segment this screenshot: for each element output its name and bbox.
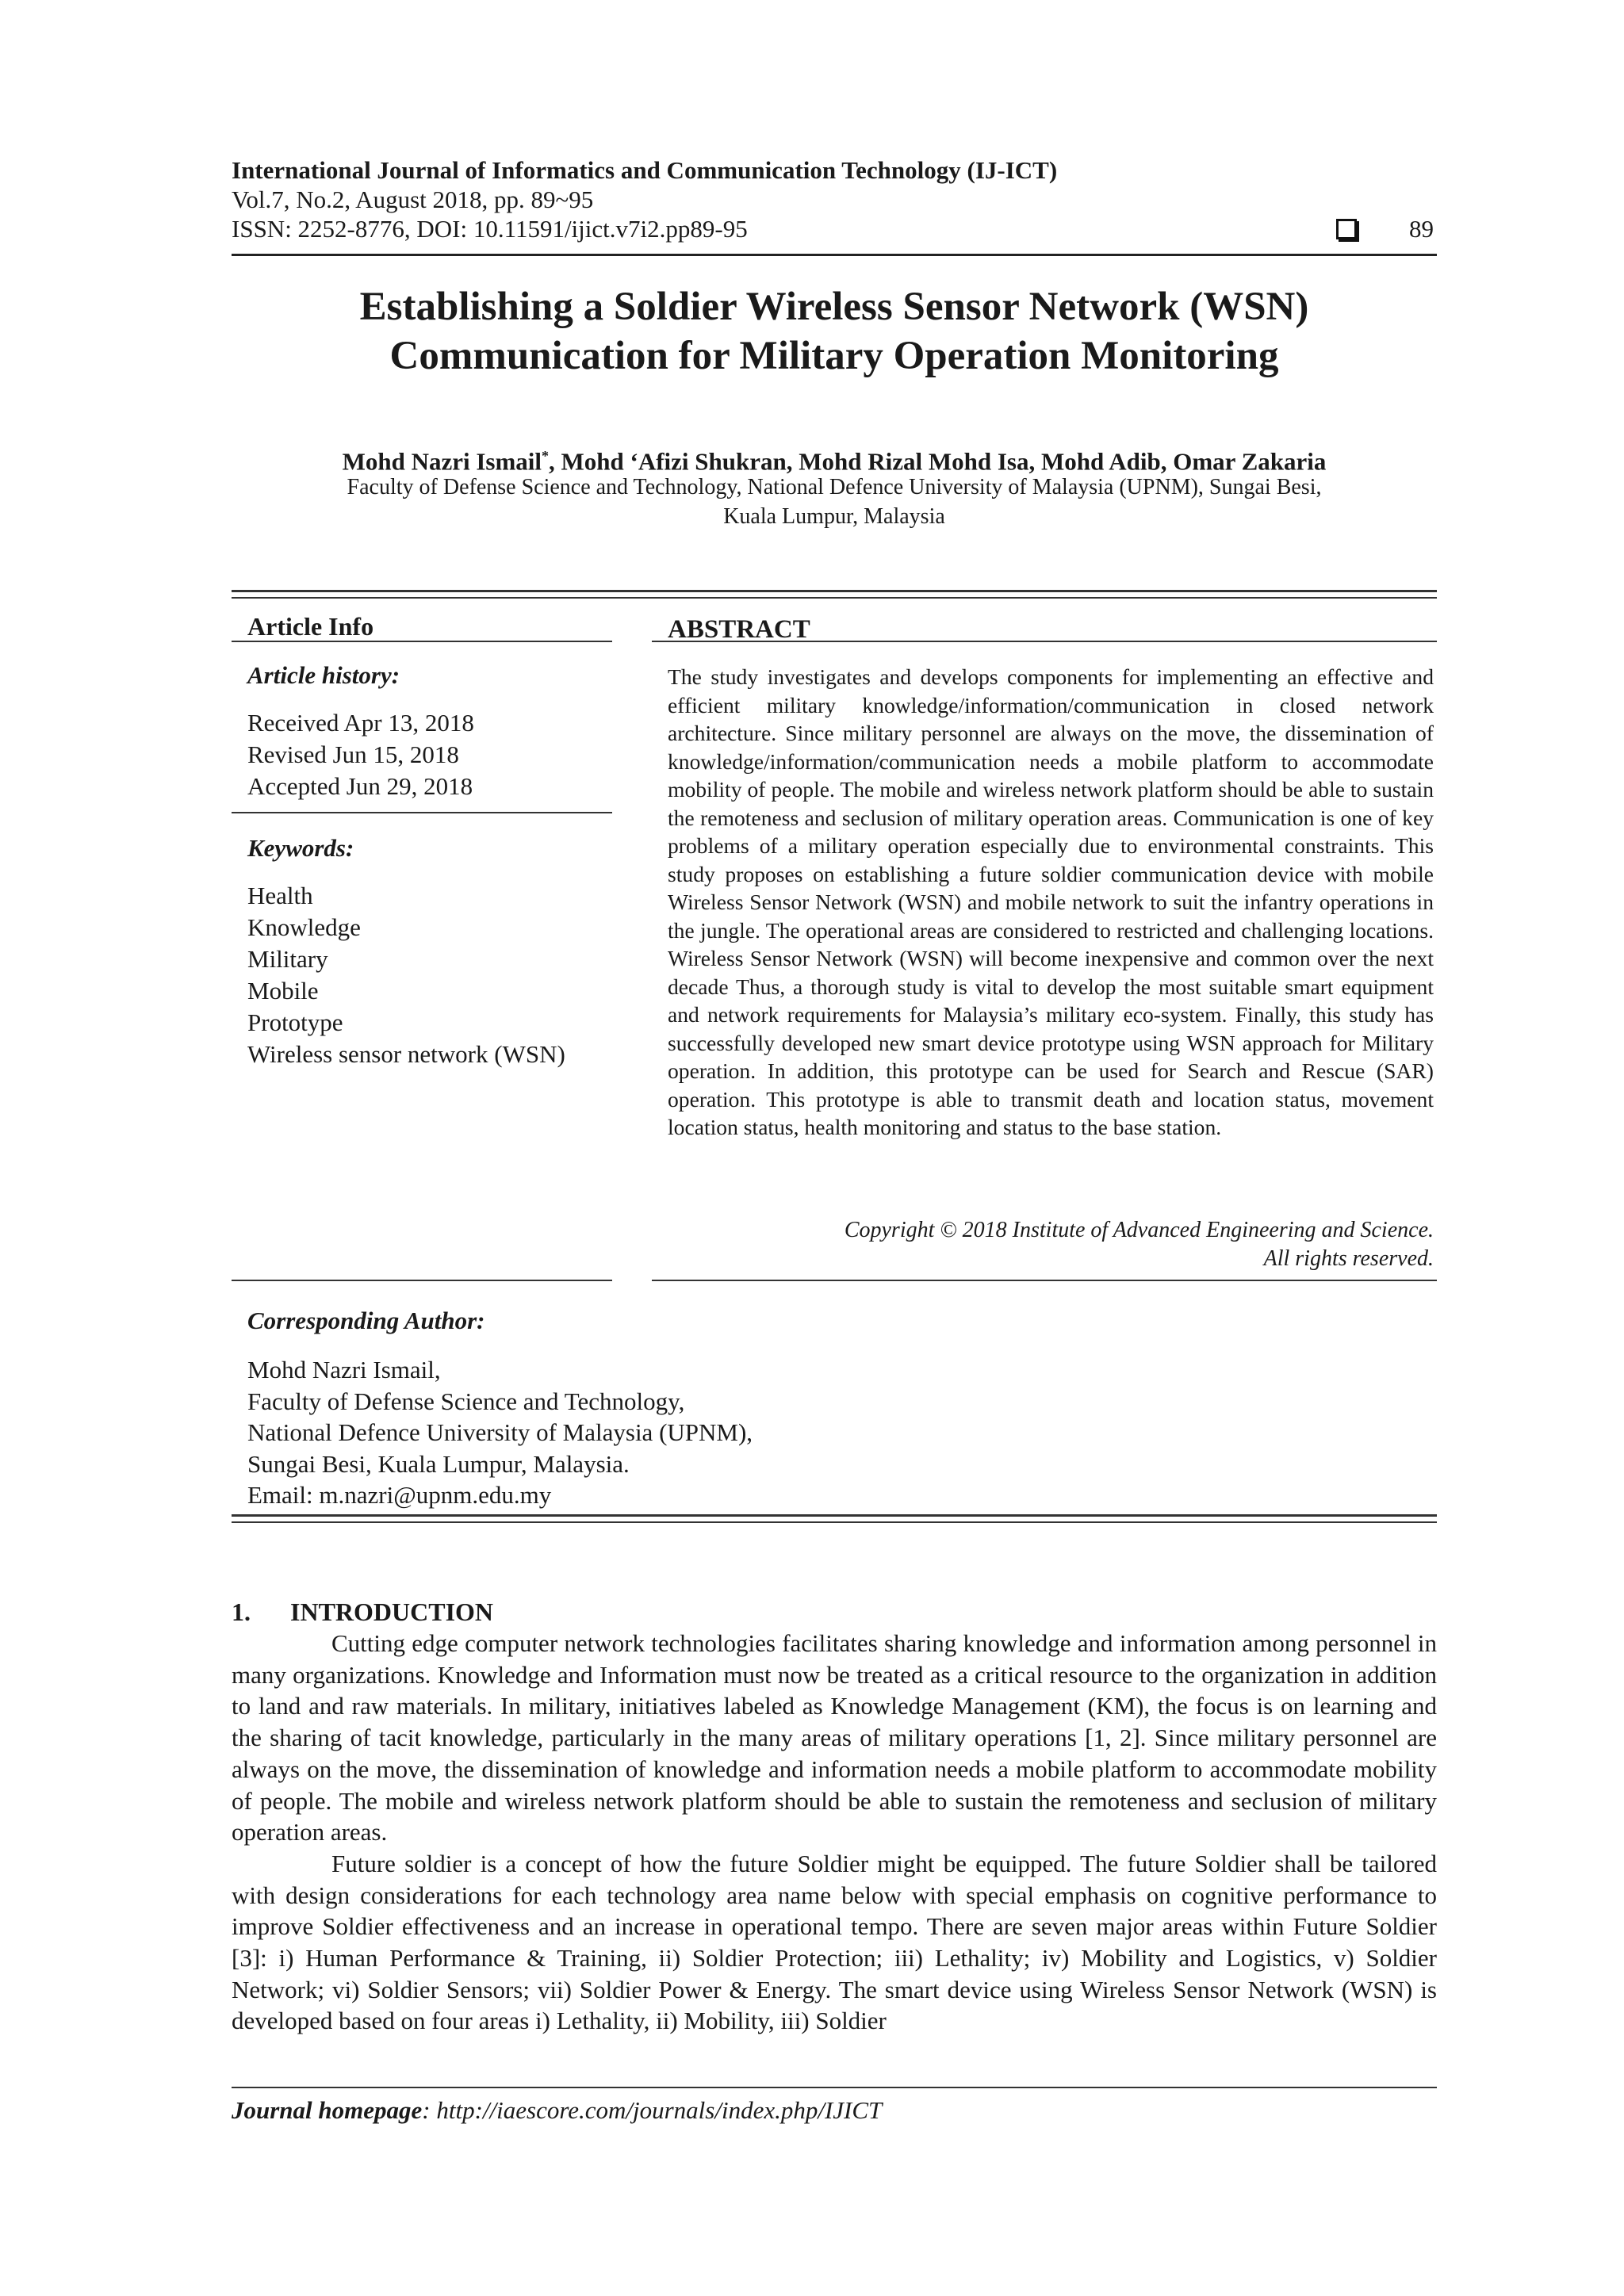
keyword-item: Knowledge (247, 913, 361, 941)
keyword-item: Wireless sensor network (WSN) (247, 1040, 565, 1068)
square-bullet-icon (1336, 219, 1357, 239)
info-box-top-rule (232, 590, 1437, 599)
corr-university: National Defence University of Malaysia (UPNM), (247, 1418, 753, 1446)
abstract-bottom-rule (652, 1280, 1437, 1281)
page-number: 89 (1409, 215, 1434, 243)
history-rule (232, 812, 612, 813)
copyright-line-2: All rights reserved. (1263, 1246, 1434, 1271)
title-line-1: Establishing a Soldier Wireless Sensor Network (WSN) (359, 285, 1309, 329)
corr-email: Email: m.nazri@upnm.edu.my (247, 1481, 552, 1509)
keywords-bottom-rule (232, 1280, 612, 1281)
running-header (232, 155, 1437, 243)
homepage-label: Journal homepage (232, 2096, 423, 2124)
received-date: Received Apr 13, 2018 (247, 709, 474, 737)
corr-address: Sungai Besi, Kuala Lumpur, Malaysia. (247, 1449, 630, 1478)
article-info-heading: Article Info (247, 612, 374, 641)
section-title: INTRODUCTION (290, 1598, 494, 1626)
keywords-heading: Keywords: (247, 834, 354, 862)
keyword-item: Prototype (247, 1008, 343, 1036)
affiliation-line-1: Faculty of Defense Science and Technology, National Defence University of Malaysia (UPNM), Sungai Besi, (347, 475, 1322, 499)
abstract-heading: ABSTRACT (668, 615, 810, 644)
volume-info: Vol.7, No.2, August 2018, pp. 89~95 (232, 186, 594, 213)
introduction-body (232, 1628, 1437, 2037)
revised-date: Revised Jun 15, 2018 (247, 740, 459, 768)
other-authors: , Mohd ‘Afizi Shukran, Mohd Rizal Mohd Isa, Mohd Adib, Omar Zakaria (549, 447, 1327, 476)
header-rule (232, 254, 1437, 256)
section-heading-introduction (232, 1598, 493, 1627)
keywords-section (247, 832, 612, 1070)
info-box-bottom-rule (232, 1514, 1437, 1523)
copyright-line-1: Copyright © 2018 Institute of Advanced Engineering and Science. (844, 1218, 1434, 1242)
keyword-item: Mobile (247, 977, 319, 1004)
corresponding-mark: * (542, 448, 550, 464)
article-history (247, 660, 612, 802)
corresponding-author-details (247, 1354, 753, 1511)
affiliation-line-2: Kuala Lumpur, Malaysia (723, 504, 945, 529)
history-heading: Article history: (247, 661, 400, 689)
journal-name: International Journal of Informatics and Communication Technology (IJ-ICT) (232, 156, 1058, 184)
section-number: 1. (232, 1598, 251, 1626)
homepage-url: : http://iaescore.com/journals/index.php/IJICT (422, 2096, 883, 2124)
journal-homepage (232, 2096, 882, 2125)
issn-doi: ISSN: 2252-8776, DOI: 10.11591/ijict.v7i2.pp89-95 (232, 215, 748, 243)
affiliation (232, 473, 1437, 531)
paper-title (232, 282, 1437, 381)
footer-rule (232, 2087, 1437, 2088)
copyright-notice (668, 1216, 1434, 1273)
corr-name: Mohd Nazri Ismail, (247, 1356, 441, 1383)
abstract-text: The study investigates and develops components for implementing an effective and efficient military knowledge/information/communication in closed network architecture. Since military personnel are always on the move, the dissemination of knowledge/information/communication needs a mobile platform to accommodate mobility of people. The mobile and wireless network platform should be able to sustain the remoteness and seclusion of military operation areas. Communication is one of key problems of a military operation especially due to environmental constraints. This study proposes on establishing a future soldier communication device with mobile Wireless Sensor Network (WSN) and mobile network to suit the infantry operations in the jungle. The operational areas are considered to restricted and challenging locations. Wireless Sensor Network (WSN) will become inexpensive and common over the next decade Thus, a thorough study is vital to develop the most suitable smart equipment and network requirements for Malaysia’s military eco-system. Finally, this study has successfully developed new smart device prototype using WSN approach for Military operation. In addition, this prototype can be used for Search and Rescue (SAR) operation. This prototype is able to transmit death and location status, movement location status, health monitoring and status to the base station. (668, 664, 1434, 1139)
intro-paragraph-1: Cutting edge computer network technologies facilitates sharing knowledge and information among personnel in many organizations. Knowledge and Information must now be treated as a critical resource to the organization in addition to land and raw materials. In military, initiatives labeled as Knowledge Management (KM), the focus is on learning and the sharing of tacit knowledge, particularly in the many areas of military operations [1, 2]. Since military personnel are always on the move, the dissemination of knowledge and information needs a mobile platform to accommodate mobility of people. The mobile and wireless network platform should be able to sustain the remoteness and seclusion of military operation areas. (232, 1629, 1437, 1846)
accepted-date: Accepted Jun 29, 2018 (247, 772, 473, 800)
intro-paragraph-2: Future soldier is a concept of how the future Soldier might be equipped. The future Soldier shall be tailored with design considerations for each technology area name below with special emphasis on cognitive performance to improve Soldier effectiveness and an increase in operational tempo. There are seven major areas within Future Soldier [3]: i) Human Performance & Training, ii) Soldier Protection; iii) Lethality; iv) Mobility and Logistics, v) Soldier Network; vi) Soldier Sensors; vii) Soldier Power & Energy. The smart device using Wireless Sensor Network (WSN) is developed based on four areas i) Lethality, ii) Mobility, iii) Soldier (232, 1849, 1437, 2035)
page-marker (1336, 214, 1434, 243)
keyword-item: Military (247, 945, 328, 973)
title-line-2: Communication for Military Operation Monitoring (389, 334, 1279, 378)
issn-row (232, 214, 1437, 243)
author-list (232, 441, 1437, 476)
first-author: Mohd Nazri Ismail (342, 447, 542, 476)
keyword-item: Health (247, 882, 313, 909)
corresponding-author-heading: Corresponding Author: (247, 1307, 485, 1334)
corr-faculty: Faculty of Defense Science and Technology, (247, 1387, 685, 1415)
